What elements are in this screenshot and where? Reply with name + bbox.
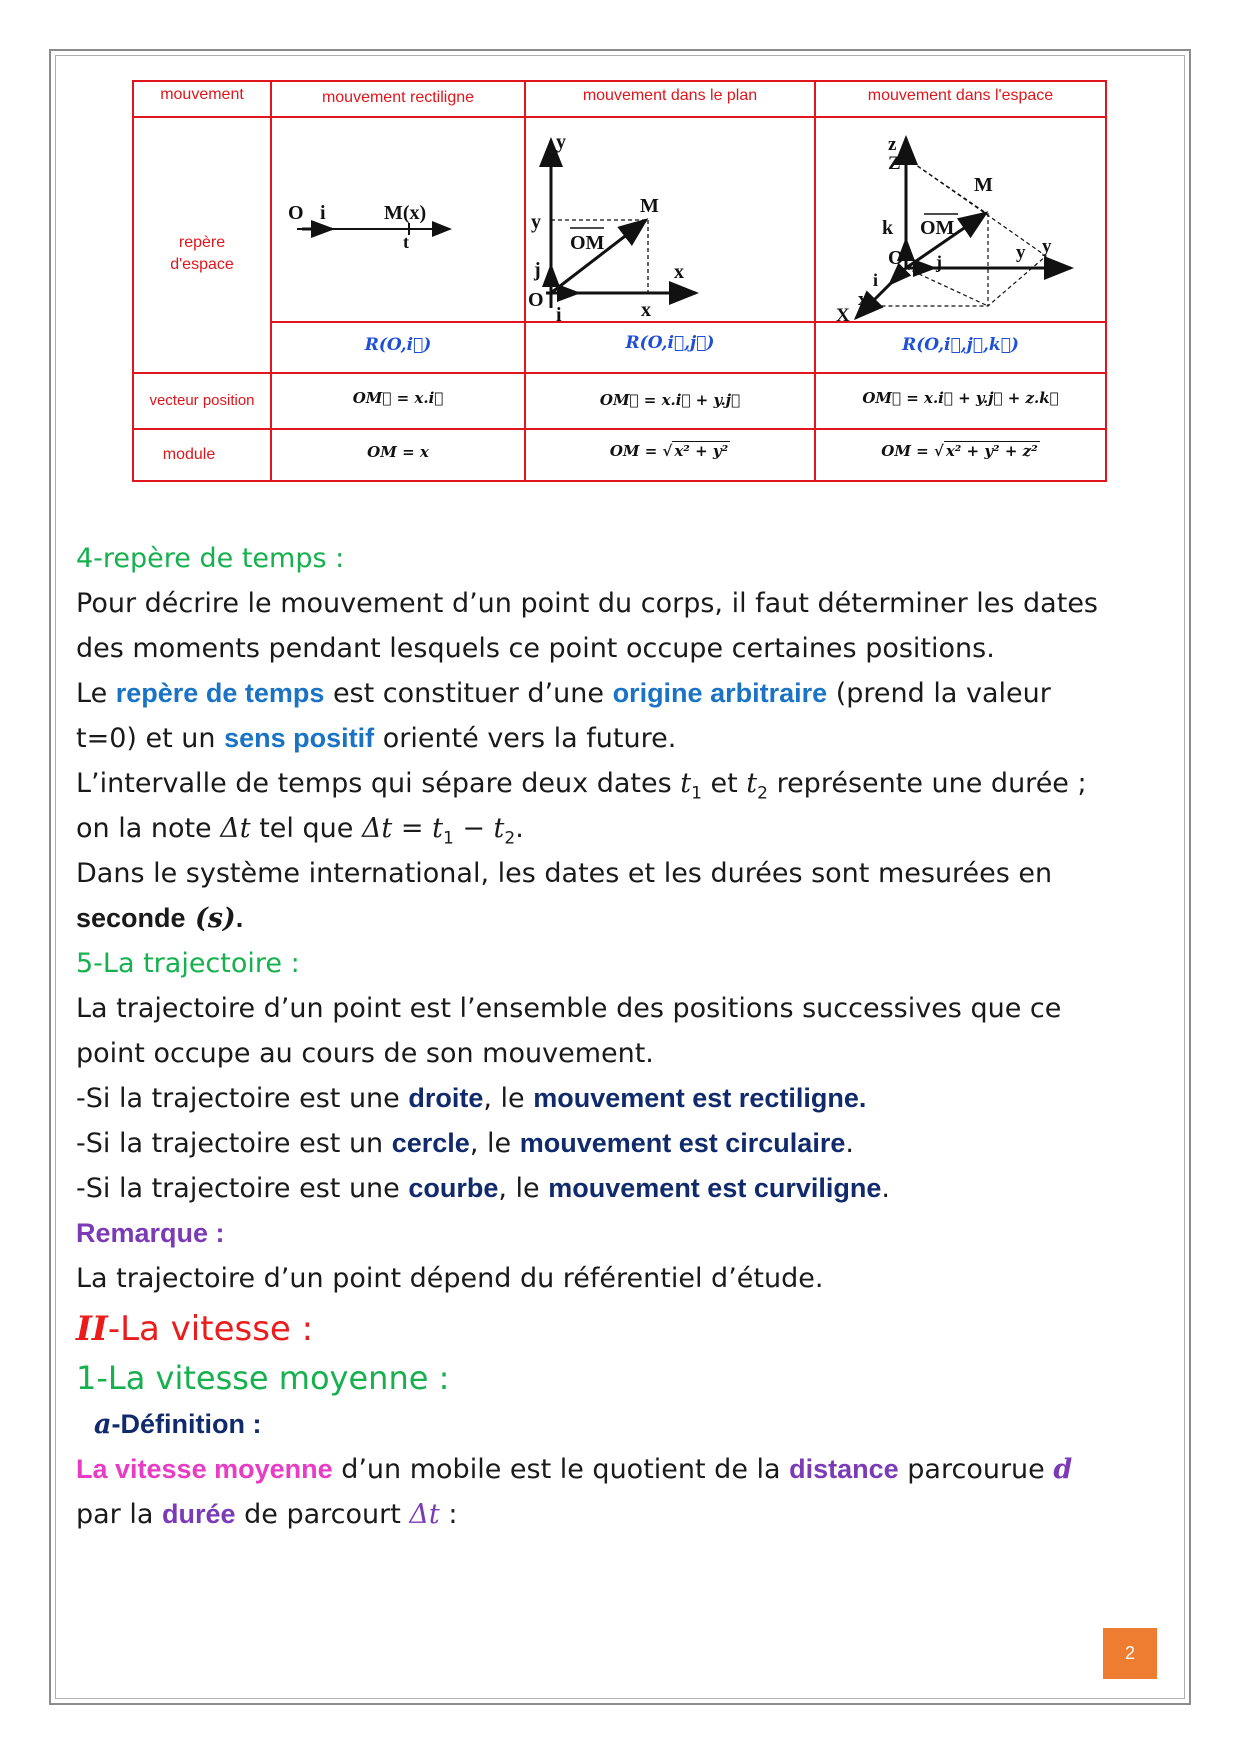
text-run: . (881, 1173, 890, 1204)
diagram-espace (816, 118, 1105, 321)
text-run: -Si la trajectoire est une (76, 1083, 409, 1114)
keyword-vitesse-moyenne: La vitesse moyenne (76, 1454, 333, 1484)
diagram-plan (526, 118, 814, 321)
m-label: M(x) (384, 202, 427, 224)
text-run: , le (498, 1173, 549, 1204)
reference-plan: R(O,i⃗,j⃗) (625, 333, 715, 353)
text-run: . (845, 1128, 854, 1159)
i-label: i (556, 304, 562, 321)
text-run: et (701, 768, 747, 799)
origin-label: O (528, 289, 544, 311)
remark-text: La trajectoire d’un point dépend du référentiel d’étude. (76, 1263, 824, 1294)
text-run: t=0) et un (76, 723, 225, 754)
math-delta-t: Δt (220, 813, 251, 844)
table-line (132, 480, 1107, 482)
text-run: -Si la trajectoire est une (76, 1173, 409, 1204)
module-espace-root: x² + y² + z² (945, 442, 1038, 460)
header-espace: mouvement dans l'espace (867, 87, 1054, 104)
keyword-droite: droite (408, 1083, 484, 1113)
text-run: parcourue (898, 1454, 1054, 1485)
header-mouvement: mouvement (160, 86, 244, 103)
module-espace-left: OM = (881, 442, 934, 460)
row-label-repere-line2: d'espace (170, 256, 234, 273)
section-vitesse-title-text: -La vitesse : (107, 1309, 314, 1349)
math-sub: 2 (504, 828, 516, 849)
module-rectiligne: OM = x (367, 443, 429, 461)
keyword-cercle: cercle (391, 1128, 470, 1158)
text-run: de parcourt (235, 1499, 410, 1530)
vector-plan: OM⃗ = x.i⃗ + y.j⃗ (599, 391, 741, 409)
text-run: . (515, 813, 524, 844)
row-label-repere (134, 232, 270, 276)
keyword-distance: distance (789, 1454, 899, 1484)
math-equation: Δt = t (361, 813, 443, 844)
section4-p1-line1: Pour décrire le mouvement d’un point du corps, il faut déterminer les dates (76, 588, 1098, 619)
remark-title: Remarque : (76, 1218, 225, 1248)
math-sub: 1 (442, 828, 454, 849)
keyword-courbe: courbe (408, 1173, 499, 1203)
roman-numeral: II (76, 1309, 108, 1349)
text-run: -Si la trajectoire est un (76, 1128, 392, 1159)
text-run: : (439, 1499, 458, 1530)
math-d: d (1053, 1454, 1073, 1485)
header-plan: mouvement dans le plan (582, 87, 758, 104)
section5-list-item-1 (76, 1076, 1166, 1121)
sqrt-sign: √ (662, 442, 673, 460)
section4-p4-line1: Dans le système international, les dates et les durées sont mesurées en (76, 858, 1053, 889)
math-s: (s) (185, 903, 236, 934)
diagram-rectiligne (272, 118, 524, 321)
m-label: M (974, 174, 993, 196)
math-sub: 1 (691, 783, 702, 804)
section5-list-item-2 (76, 1121, 1166, 1166)
origin-label: O (888, 247, 904, 269)
def-title-text: -Définition : (111, 1409, 262, 1439)
section4-p2-line1 (76, 671, 1166, 716)
table-line (132, 428, 1107, 430)
module-plan (526, 441, 814, 460)
x-tick-label: X (836, 305, 850, 321)
m-label: M (640, 195, 659, 217)
math-t: t (746, 768, 758, 799)
section-vitesse-title (76, 1304, 1166, 1354)
om-vector (551, 220, 646, 293)
section5-p1-line2: point occupe au cours de son mouvement. (76, 1038, 654, 1069)
row-label-repere-line1: repère (178, 234, 226, 251)
module-plan-left: OM = (609, 442, 663, 460)
vector-rectiligne: OM⃗ = x.i⃗ (352, 389, 444, 407)
module-espace (816, 441, 1105, 460)
i-label: i (873, 270, 879, 290)
keyword-repere-temps: repère de temps (115, 678, 325, 708)
y-tick-label: y (531, 211, 541, 233)
om-label: OM (920, 217, 955, 239)
math-delta-t: Δt (409, 1499, 440, 1530)
t-label: t (403, 232, 409, 252)
row-label-module: module (162, 446, 216, 463)
text-run: tel que (250, 813, 362, 844)
table-line (132, 80, 134, 482)
def-letter: a (94, 1409, 112, 1440)
x-axis-label: x (674, 261, 684, 283)
z-axis-label: z (888, 134, 897, 155)
vitesse-moyenne-title: 1-La vitesse moyenne : (76, 1359, 450, 1397)
text-run: (prend la valeur (827, 678, 1051, 709)
y-axis-label: y (556, 131, 566, 153)
i-label: i (320, 202, 326, 224)
module-plan-root: x² + y² (674, 442, 729, 460)
keyword-sens-positif: sens positif (224, 723, 375, 753)
row-label-vecteur: vecteur position (149, 392, 255, 409)
text-run: . (235, 903, 244, 933)
math-t: t (680, 768, 692, 799)
keyword-circulaire: mouvement est circulaire (519, 1128, 846, 1158)
text-run: , le (469, 1128, 520, 1159)
z-tick-label: Z (888, 153, 901, 174)
section5-list-item-3 (76, 1166, 1166, 1211)
om-label: OM (570, 232, 605, 254)
sqrt-sign: √ (933, 442, 944, 460)
y-tick-label: y (1016, 242, 1026, 263)
origin-label: O (288, 202, 304, 224)
text-run: d’un mobile est le quotient de la (332, 1454, 790, 1485)
section5-title: 5-La trajectoire : (76, 948, 300, 979)
section4-title: 4-repère de temps : (76, 543, 345, 574)
motion-table (132, 80, 1107, 482)
header-rectiligne: mouvement rectiligne (321, 89, 475, 106)
keyword-seconde: seconde (76, 903, 186, 933)
keyword-origine: origine arbitraire (612, 678, 828, 708)
projection-base (906, 268, 988, 306)
section5-p1-line1: La trajectoire d’un point est l’ensemble des positions successives que ce (76, 993, 1062, 1024)
section4-p4-line2 (76, 896, 1166, 941)
text-run: est constituer d’une (324, 678, 613, 709)
text-run: par la (76, 1499, 162, 1530)
text-run: orienté vers la future. (374, 723, 677, 754)
j-label: j (534, 259, 541, 281)
text-run: Le (76, 678, 116, 709)
reference-rectiligne: R(O,i⃗) (364, 335, 432, 355)
y-axis-label: y (1042, 236, 1052, 257)
table-line (132, 80, 1107, 82)
section4-p2-line2 (76, 716, 1166, 761)
vector-espace: OM⃗ = x.i⃗ + y.j⃗ + z.k⃗ (862, 389, 1059, 407)
definition-title (94, 1402, 1184, 1447)
text-run: on la note (76, 813, 221, 844)
x-axis-label: x (858, 289, 868, 310)
section4-p1-line2: des moments pendant lesquels ce point occupe certaines positions. (76, 633, 995, 664)
definition-line1 (76, 1447, 1166, 1492)
table-line (132, 372, 1107, 374)
k-label: k (882, 217, 894, 239)
text-run: L’intervalle de temps qui sépare deux dates (76, 768, 681, 799)
x-tick-label: x (641, 299, 651, 321)
table-line (1105, 80, 1107, 482)
keyword-rectiligne: mouvement est rectiligne. (533, 1083, 867, 1113)
j-label: j (936, 252, 942, 272)
math-sub: 2 (757, 783, 768, 804)
unit-vector-i (890, 268, 906, 284)
text-run: représente une durée ; (767, 768, 1087, 799)
definition-line2 (76, 1492, 1166, 1537)
math-equation: − t (453, 813, 505, 844)
page-number: 2 (1103, 1628, 1157, 1679)
keyword-duree: durée (162, 1499, 236, 1529)
reference-espace: R(O,i⃗,j⃗,k⃗) (902, 335, 1019, 355)
text-run: , le (483, 1083, 534, 1114)
keyword-curviligne: mouvement est curviligne (548, 1173, 882, 1203)
table-line (270, 321, 1107, 323)
